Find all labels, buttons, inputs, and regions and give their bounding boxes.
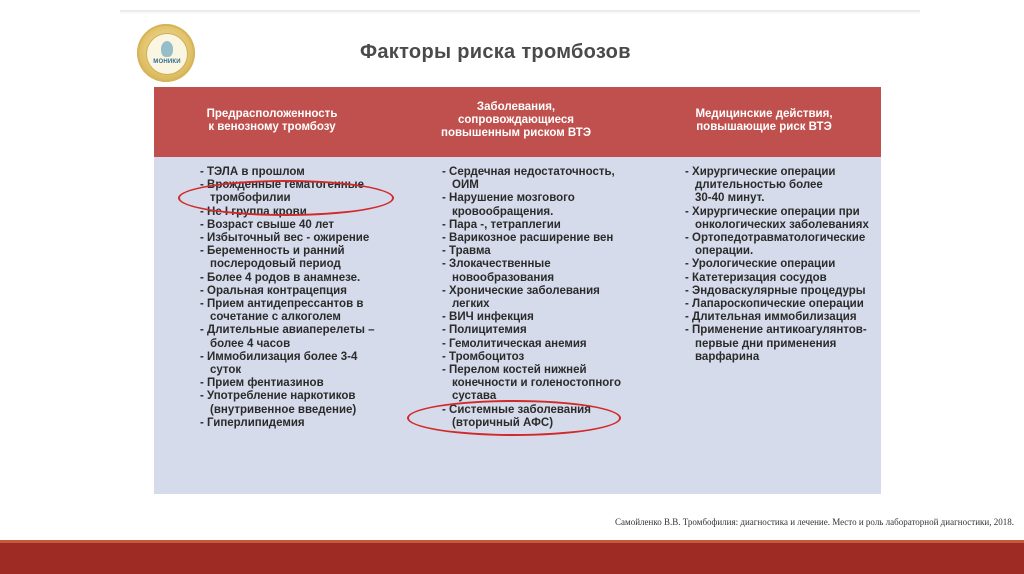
risk-factor-item: - Нарушение мозгового — [442, 192, 575, 205]
table-header-row — [154, 87, 881, 157]
risk-factor-item: - Прием фентиазинов — [200, 377, 324, 390]
risk-factor-item: первые дни применения — [695, 337, 837, 350]
risk-factor-item: - Варикозное расширение вен — [442, 232, 614, 245]
risk-factor-item: - Оральная контрацепция — [200, 284, 347, 297]
column-medical-actions-list — [685, 166, 869, 364]
risk-factor-item: 30-40 минут. — [695, 192, 765, 205]
logo-figure-icon — [161, 41, 173, 57]
risk-factor-item: суток — [210, 364, 242, 377]
risk-factor-item: онкологических заболеваниях — [695, 218, 869, 231]
risk-factor-item: - Урологические операции — [685, 258, 836, 271]
risk-factor-item: - Катетеризация сосудов — [685, 271, 827, 284]
column-header-line: к венозному тромбозу — [208, 121, 336, 133]
logo-emblem — [146, 33, 188, 75]
risk-factor-item: новообразования — [452, 271, 555, 284]
risk-factor-item: - Беременность и ранний — [200, 245, 345, 258]
risk-factor-item: - Хронические заболевания — [442, 284, 600, 297]
risk-factor-item: - Травма — [442, 245, 491, 258]
risk-factor-item: - Не I группа крови — [200, 205, 307, 218]
column-header-line: повышающие риск ВТЭ — [696, 121, 832, 133]
risk-factor-item: - ТЭЛА в прошлом — [200, 166, 305, 178]
risk-factor-item: - Гемолитическая анемия — [442, 337, 587, 350]
risk-factor-item: - Врожденные гематогенные — [200, 179, 364, 192]
risk-factor-item: - Применение антикоагулянтов- — [685, 324, 867, 337]
risk-factor-item: легких — [452, 298, 490, 311]
column-header-predisposition — [172, 108, 372, 134]
column-header-line: повышенным риском ВТЭ — [441, 127, 591, 139]
footer-bar — [0, 543, 1024, 574]
risk-factor-item: - Сердечная недостаточность, — [442, 166, 615, 178]
risk-factor-item: сустава — [452, 390, 497, 403]
risk-factor-item: - Эндоваскулярные процедуры — [685, 284, 866, 297]
column-header-medical-actions — [664, 108, 864, 134]
column-header-line: Заболевания, — [476, 101, 556, 113]
risk-factor-item: длительностью более — [695, 179, 823, 192]
column-header-line: сопровождающиеся — [458, 114, 574, 126]
risk-factor-item: - Злокачественные — [442, 258, 551, 271]
risk-factors-table — [154, 87, 881, 494]
risk-factor-item: - Лапароскопические операции — [685, 298, 864, 311]
risk-factor-item: - Гиперлипидемия — [200, 416, 305, 429]
logo-text: МОНИКИ — [153, 59, 181, 65]
risk-factor-item: - Длительная иммобилизация — [685, 311, 857, 324]
risk-factor-item: - Длительные авиаперелеты – — [200, 324, 375, 337]
source-citation: Самойленко В.В. Тромбофилия: диагностика и лечение. Место и роль лабораторной диагностики, 2018. — [615, 517, 1014, 527]
column-header-line: Предрасположенность — [206, 108, 338, 120]
risk-factor-item: - Иммобилизация более 3-4 — [200, 350, 358, 363]
risk-factor-item: - Избыточный вес - ожирение — [200, 232, 370, 245]
risk-factor-item: послеродовый период — [210, 258, 341, 271]
risk-factor-item: варфарина — [695, 350, 760, 363]
risk-factor-item: тромбофилии — [210, 192, 291, 205]
risk-factor-item: - Прием антидепрессантов в — [200, 298, 364, 311]
risk-factor-item: более 4 часов — [210, 337, 291, 350]
risk-factor-item: сочетание с алкоголем — [210, 311, 341, 324]
risk-factor-item: - Полицитемия — [442, 324, 527, 337]
moniki-logo — [137, 24, 195, 82]
risk-factor-item: - Ортопедотравматологические — [685, 232, 866, 245]
risk-factor-item: - Возраст свыше 40 лет — [200, 218, 335, 231]
slide-title: Факторы риска тромбозов — [360, 41, 631, 63]
risk-factor-item: ОИМ — [452, 179, 479, 192]
risk-factor-item: операции. — [695, 245, 754, 258]
risk-factor-item: кровообращения. — [452, 205, 554, 218]
risk-factor-item: - Системные заболевания — [442, 403, 591, 416]
risk-factor-item: - Тромбоцитоз — [442, 350, 525, 363]
risk-factor-item: - Перелом костей нижней — [442, 364, 587, 377]
risk-factor-item: (внутривенное введение) — [210, 403, 357, 416]
column-diseases-list — [442, 166, 621, 430]
risk-factor-item: (вторичный АФС) — [452, 416, 554, 429]
column-header-diseases — [416, 101, 616, 140]
risk-factor-item: - Пара -, тетраплегии — [442, 218, 561, 231]
risk-factor-item: - ВИЧ инфекция — [442, 311, 534, 324]
risk-factor-item: конечности и голеностопного — [452, 377, 621, 390]
risk-factor-item: - Более 4 родов в анамнезе. — [200, 271, 361, 284]
column-header-line: Медицинские действия, — [695, 108, 833, 120]
risk-factor-item: - Хирургические операции при — [685, 205, 860, 218]
column-predisposition-list — [200, 166, 375, 430]
risk-factor-item: - Употребление наркотиков — [200, 390, 356, 403]
slide-top-shadow — [120, 10, 920, 14]
risk-factor-item: - Хирургические операции — [685, 166, 836, 178]
